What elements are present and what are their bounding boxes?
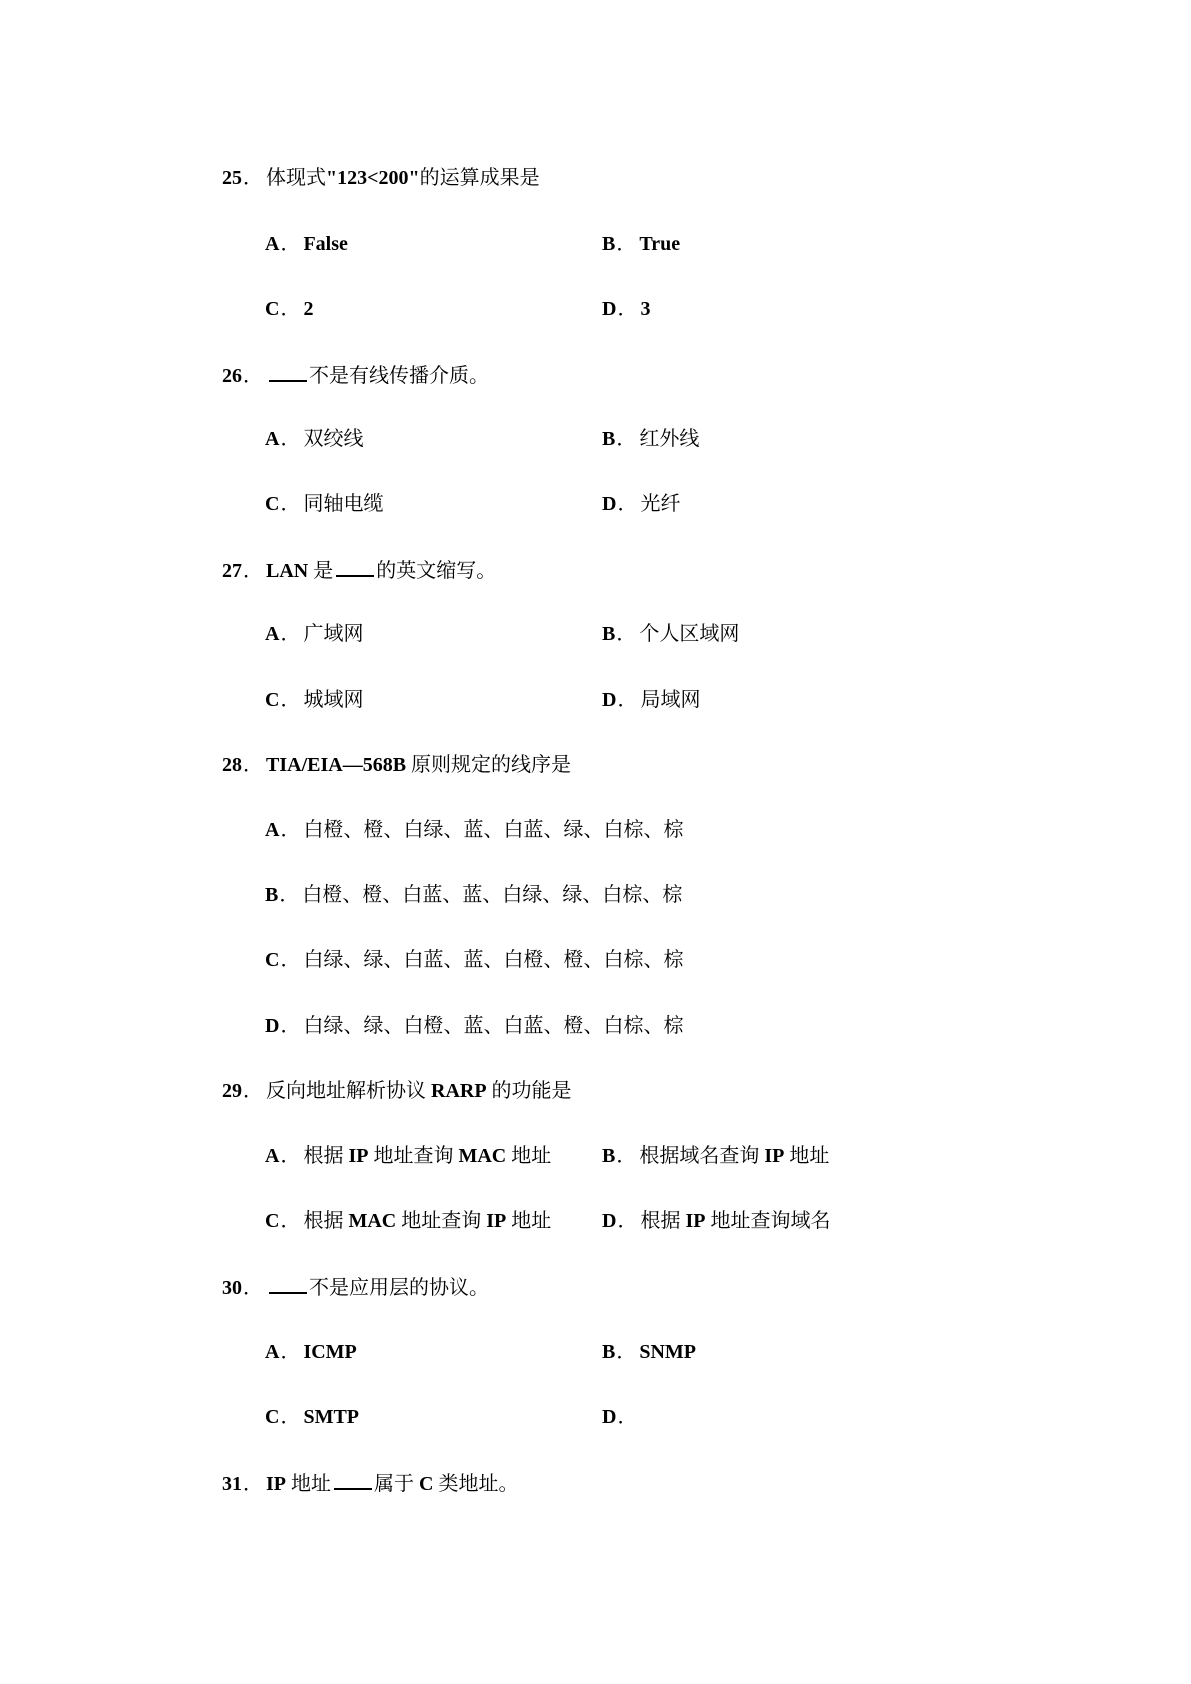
question-25-stem: 25． 体现式"123<200"的运算成果是 — [222, 167, 540, 189]
question-number: 31 — [222, 1473, 242, 1495]
answer-blank — [336, 557, 374, 577]
question-number: 30 — [222, 1277, 242, 1299]
answer-blank — [269, 362, 307, 382]
option-c: C． 城域网 — [265, 689, 364, 711]
option-c: C． 白绿、绿、白蓝、蓝、白橙、橙、白棕、棕 — [265, 949, 684, 971]
question-number: 29 — [222, 1080, 242, 1102]
option-b: B． True — [602, 233, 681, 255]
option-d: D． — [602, 1406, 638, 1428]
option-a: A． 双绞线 — [265, 428, 364, 450]
option-a: A． 根据 IP 地址查询 MAC 地址 — [265, 1145, 552, 1167]
question-number: 28 — [222, 754, 242, 776]
option-b: B． 根据域名查询 IP 地址 — [602, 1145, 830, 1167]
option-b: B． 红外线 — [602, 428, 700, 450]
question-number: 27 — [222, 560, 242, 582]
question-number: 25 — [222, 167, 242, 189]
option-c: C． 2 — [265, 298, 314, 320]
option-d: D． 白绿、绿、白橙、蓝、白蓝、橙、白棕、棕 — [265, 1015, 684, 1037]
option-d: D． 根据 IP 地址查询域名 — [602, 1210, 831, 1232]
answer-blank — [334, 1470, 372, 1490]
question-26-stem: 26． 不是有线传播介质。 — [222, 362, 489, 388]
option-b: B． 白橙、橙、白蓝、蓝、白绿、绿、白棕、棕 — [265, 884, 683, 906]
option-d: D． 3 — [602, 298, 651, 320]
question-30-stem: 30． 不是应用层的协议。 — [222, 1274, 489, 1300]
option-c: C． 根据 MAC 地址查询 IP 地址 — [265, 1210, 552, 1232]
answer-blank — [269, 1274, 307, 1294]
option-c: C． SMTP — [265, 1406, 360, 1428]
option-b: B． 个人区域网 — [602, 623, 740, 645]
option-a: A． False — [265, 233, 348, 255]
question-31-stem: 31． IP 地址 属于 C 类地址。 — [222, 1470, 518, 1496]
option-c: C． 同轴电缆 — [265, 493, 384, 515]
question-number: 26 — [222, 365, 242, 387]
option-b: B． SNMP — [602, 1341, 697, 1363]
question-27-stem: 27． LAN 是 的英文缩写。 — [222, 557, 496, 583]
option-d: D． 局域网 — [602, 689, 701, 711]
option-a: A． 白橙、橙、白绿、蓝、白蓝、绿、白棕、棕 — [265, 819, 684, 841]
option-a: A． ICMP — [265, 1341, 357, 1363]
option-d: D． 光纤 — [602, 493, 681, 515]
question-28-stem: 28． TIA/EIA—568B 原则规定的线序是 — [222, 754, 572, 776]
question-29-stem: 29． 反向地址解析协议 RARP 的功能是 — [222, 1080, 572, 1102]
option-a: A． 广域网 — [265, 623, 364, 645]
